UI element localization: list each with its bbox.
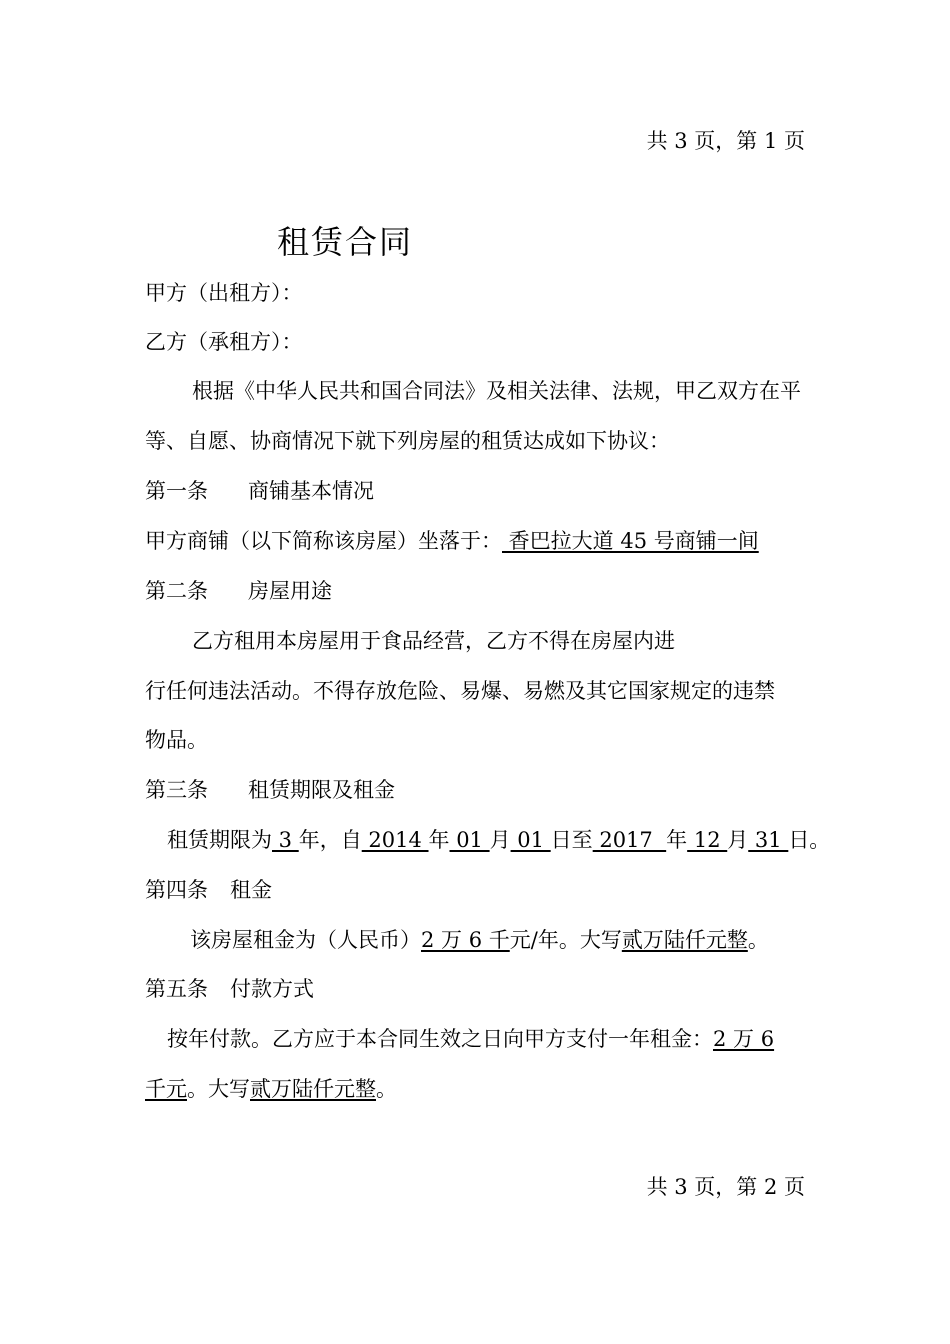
text: 。大写 bbox=[187, 1077, 250, 1101]
party-a-label: 甲方（出租方）： bbox=[145, 281, 303, 305]
start-day: 01 bbox=[510, 828, 551, 852]
article-4-heading bbox=[145, 875, 272, 905]
text: 该房屋租金为（人民币） bbox=[190, 928, 421, 952]
article-number: 第五条 bbox=[145, 977, 208, 1001]
document-title: 租赁合同 bbox=[277, 223, 414, 261]
location-value: 香巴拉大道 45 号商铺一间 bbox=[502, 529, 759, 553]
start-month: 01 bbox=[449, 828, 490, 852]
usage-line-3: 物品。 bbox=[145, 728, 208, 752]
article-number: 第三条 bbox=[145, 778, 208, 802]
payment-amount-cont: 千元 bbox=[145, 1077, 187, 1101]
text: 。 bbox=[747, 928, 769, 952]
payment-amount: 2 万 6 bbox=[713, 1027, 775, 1051]
text: 元/年。大写 bbox=[509, 928, 622, 952]
property-location-line bbox=[145, 526, 759, 556]
text: 月 bbox=[489, 828, 511, 852]
text: 年 bbox=[428, 828, 450, 852]
lease-years: 3 bbox=[272, 828, 299, 852]
preamble-line-1: 根据《中华人民共和国合同法》及相关法律、法规，甲乙双方在平 bbox=[192, 379, 801, 403]
lease-term-line bbox=[167, 825, 830, 855]
preamble-line-2: 等、自愿、协商情况下就下列房屋的租赁达成如下协议： bbox=[145, 429, 670, 453]
payment-line-2 bbox=[145, 1074, 397, 1104]
location-label: 甲方商铺（以下简称该房屋）坐落于： bbox=[145, 529, 502, 553]
usage-line-1: 乙方租用本房屋用于食品经营，乙方不得在房屋内进 bbox=[192, 629, 675, 653]
end-month: 12 bbox=[687, 828, 728, 852]
text: 租赁期限为 bbox=[167, 828, 272, 852]
party-b-label: 乙方（承租方）： bbox=[145, 330, 303, 354]
article-5-heading bbox=[145, 974, 314, 1004]
page-number-top: 共 3 页，第 1 页 bbox=[646, 129, 805, 153]
article-title: 商铺基本情况 bbox=[248, 479, 374, 503]
text: 年，自 bbox=[298, 828, 362, 852]
rent-amount-words: 贰万陆仟元整 bbox=[621, 928, 748, 952]
article-2-heading bbox=[145, 576, 332, 606]
article-number: 第四条 bbox=[145, 878, 208, 902]
payment-line-1 bbox=[167, 1024, 774, 1054]
text: 月 bbox=[727, 828, 749, 852]
end-year: 2017 bbox=[592, 828, 667, 852]
text: 日至 bbox=[550, 828, 593, 852]
end-day: 31 bbox=[748, 828, 789, 852]
article-number: 第二条 bbox=[145, 579, 208, 603]
rent-amount: 2 万 6 千 bbox=[421, 928, 510, 952]
article-title: 付款方式 bbox=[230, 977, 314, 1001]
usage-line-2: 行任何违法活动。不得存放危险、易爆、易燃及其它国家规定的违禁 bbox=[145, 679, 775, 703]
article-title: 房屋用途 bbox=[248, 579, 332, 603]
article-1-heading bbox=[145, 476, 374, 506]
text: 年 bbox=[666, 828, 688, 852]
page-number-bottom: 共 3 页，第 2 页 bbox=[646, 1175, 805, 1199]
payment-amount-words: 贰万陆仟元整 bbox=[250, 1077, 376, 1101]
rent-amount-line bbox=[190, 925, 769, 955]
article-title: 租赁期限及租金 bbox=[248, 778, 395, 802]
article-number: 第一条 bbox=[145, 479, 208, 503]
text: 。 bbox=[376, 1077, 397, 1101]
article-3-heading bbox=[145, 775, 395, 805]
text: 日。 bbox=[788, 828, 831, 852]
article-title: 租金 bbox=[230, 878, 272, 902]
text: 按年付款。乙方应于本合同生效之日向甲方支付一年租金： bbox=[167, 1027, 713, 1051]
start-year: 2014 bbox=[361, 828, 429, 852]
